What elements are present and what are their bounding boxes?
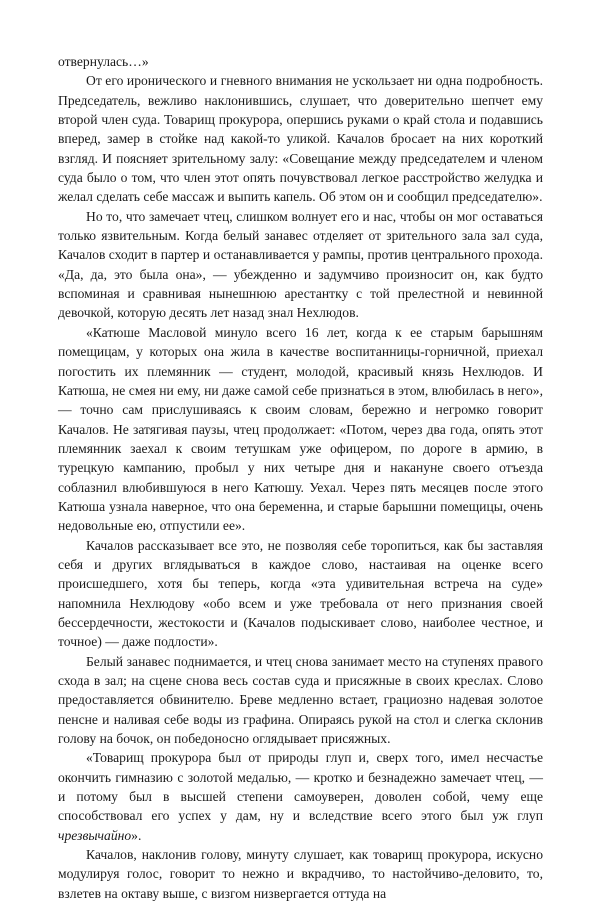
- paragraph-1: отвернулась…»: [58, 54, 149, 69]
- paragraph-7-after: ».: [131, 827, 142, 843]
- paragraph-2: От его иронического и гневного внимания не ускользает ни одна подробность. Председатель, вежливо наклонившись, слушает, что доверительно шепчет ему второй член суда. Товарищ прокурора, опершись руками о край стола и подавшись вперед, замер в стойке над какой-то уликой. Качалов бросает на них короткий взгляд. И поясняет зрительному залу: «Совещание между председателем и членом суда было о том, что член этот опять почувствовал легкое расстройство желудка и желал сделать себе массаж и выпить капель. Об этом он и сообщил председателю».: [58, 73, 543, 205]
- paragraph-7-text: «Товарищ прокурора был от природы глуп и, сверх того, имел несчастье окончить гимназию с золотой медалью, — кротко и безнадежно замечает чтец, — и потому был в высшей степени самоуверен, доволен собой, чему еще способствовал его успех у дам, ну и вследствие всего этого был уж глуп: [58, 750, 543, 824]
- paragraph-7-italic: чрезвычайно: [58, 827, 132, 843]
- paragraph-5: Качалов рассказывает все это, не позволяя себе торопиться, как бы заставляя себя и других вглядываться в каждое слово, настаивая на оценке всего происшедшего, хотя бы теперь, когда «эта удивительная встреча на суде» напомнила Нехлюдову «обо всем и уже требовала от него признания своей бессердечности, жестокости и (Качалов подыскивает слово, наиболее честное, и точное) — даже подлости».: [58, 537, 543, 650]
- paragraph-8: Качалов, наклонив голову, минуту слушает, как товарищ прокурора, искусно модулируя голос, говорит то нежно и вкрадчиво, то настойчиво-деловито, то, взлетев на октаву выше, с визгом низвергается оттуда на: [58, 847, 543, 901]
- paragraph-6: Белый занавес поднимается, и чтец снова занимает место на ступенях правого схода в зал; на сцене снова весь состав суда и присяжные в своих креслах. Слово предоставляется обвинителю. Бреве медленно встает, грациозно надевая золотое пенсне и наливая себе воды из графина. Опираясь рукой на стол и слегка склонив голову на бочок, он победоносно оглядывает присяжных.: [58, 653, 543, 747]
- document-page: [58, 52, 543, 903]
- paragraph-3: Но то, что замечает чтец, слишком волнует его и нас, чтобы он мог оставаться только язвительным. Когда белый занавес отделяет от зрительного зала зал суда, Качалов сходит в партер и останавливается у рампы, против центрального прохода. «Да, да, это была она», — убежденно и задумчиво произносит он, как будто вспоминая и сравнивая нынешнюю арестантку с той прелестной и невинной девочкой, которую десять лет назад знал Нехлюдов.: [58, 208, 543, 321]
- paragraph-7: [58, 748, 543, 845]
- paragraph-4: «Катюше Масловой минуло всего 16 лет, когда к ее старым барышням помещицам, у которых она жила в качестве воспитанницы-горничной, приехал погостить их племянник — студент, молодой, красивый князь Нехлюдов. И Катюша, не смея ни ему, ни даже самой себе признаться в этом, влюбилась в него», — точно сам прислушиваясь к своим словам, бережно и негромко говорит Качалов. Не затягивая паузы, чтец продолжает: «Потом, через два года, опять этот племянник заехал к своим тетушкам уже офицером, по дороге в армию, в турецкую кампанию, пробыл у них четыре дня и накануне своего отъезда соблазнил влюбившуюся в него Катюшу. Уехал. Через пять месяцев после этого Катюша узнала наверное, что она беременна, и старые барышни помещицы, очень недовольные ею, отпустили ее».: [58, 324, 543, 534]
